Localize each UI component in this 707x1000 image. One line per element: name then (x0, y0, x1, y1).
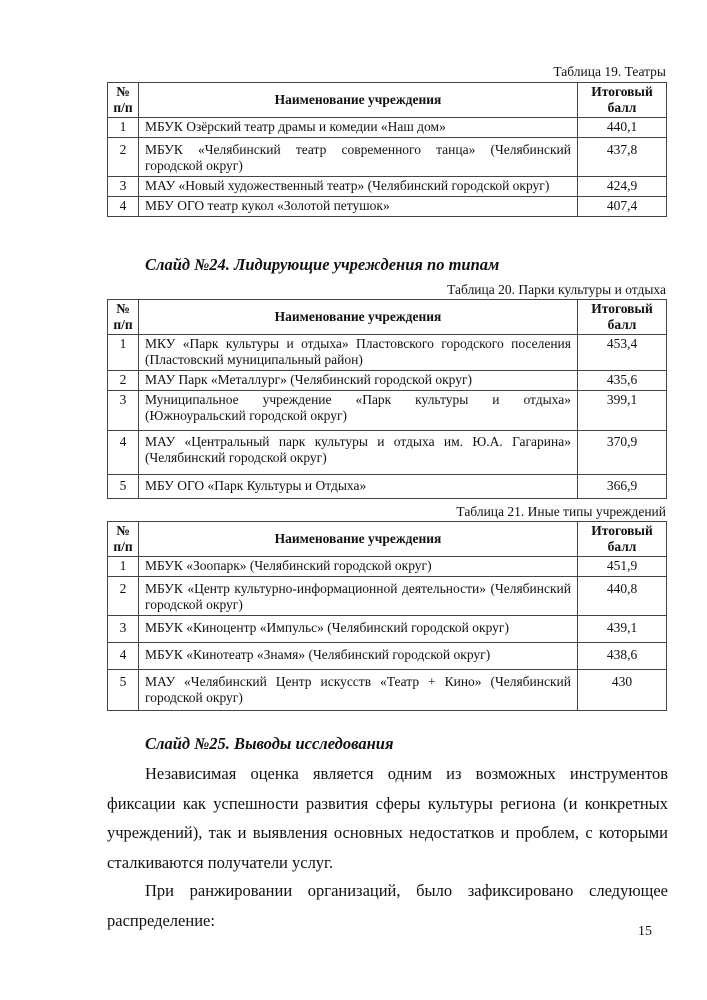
table-20-parks (107, 299, 667, 499)
row-score: 440,1 (578, 118, 667, 138)
row-score: 370,9 (578, 431, 667, 475)
row-num: 2 (108, 577, 139, 616)
column-header-name: Наименование учреждения (139, 300, 578, 335)
column-header-score: Итоговый балл (578, 83, 667, 118)
table-header-row (108, 522, 667, 557)
row-score: 440,8 (578, 577, 667, 616)
row-num: 5 (108, 475, 139, 499)
slide-25-heading: Слайд №25. Выводы исследования (145, 734, 394, 753)
row-score: 407,4 (578, 197, 667, 217)
row-score: 439,1 (578, 616, 667, 643)
table-19-caption: Таблица 19. Театры (553, 64, 666, 79)
row-score: 438,6 (578, 643, 667, 670)
row-num: 3 (108, 391, 139, 431)
row-name: МАУ «Новый художественный театр» (Челябинский городской округ) (139, 177, 578, 197)
row-score: 430 (578, 670, 667, 711)
column-header-num: № п/п (108, 83, 139, 118)
row-num: 3 (108, 616, 139, 643)
row-score: 424,9 (578, 177, 667, 197)
column-header-name: Наименование учреждения (139, 522, 578, 557)
row-score: 437,8 (578, 138, 667, 177)
table-row (108, 138, 667, 177)
row-name: МАУ «Челябинский Центр искусств «Театр + Кино» (Челябинский городской округ) (139, 670, 578, 711)
row-num: 4 (108, 197, 139, 217)
row-num: 1 (108, 557, 139, 577)
row-score: 451,9 (578, 557, 667, 577)
column-header-name: Наименование учреждения (139, 83, 578, 118)
conclusion-paragraph-2: При ранжировании организаций, было зафиксировано следующее распределение: (107, 881, 668, 930)
row-name: МБУК «Киноцентр «Импульс» (Челябинский городской округ) (139, 616, 578, 643)
table-21-other-types (107, 521, 667, 711)
row-name: Муниципальное учреждение «Парк культуры и отдыха» (Южноуральский городской округ) (139, 391, 578, 431)
row-score: 366,9 (578, 475, 667, 499)
table-21-caption: Таблица 21. Иные типы учреждений (456, 504, 666, 519)
row-name: МКУ «Парк культуры и отдыха» Пластовского городского поселения (Пластовский муниципальный район) (139, 335, 578, 371)
row-name: МБУК «Челябинский театр современного танца» (Челябинский городской округ) (139, 138, 578, 177)
row-name: МБУК «Зоопарк» (Челябинский городской округ) (139, 557, 578, 577)
table-header-row (108, 83, 667, 118)
row-name: МБУ ОГО «Парк Культуры и Отдыха» (139, 475, 578, 499)
row-name: МБУК «Центр культурно-информационной деятельности» (Челябинский городской округ) (139, 577, 578, 616)
row-score: 399,1 (578, 391, 667, 431)
row-name: МБУ ОГО театр кукол «Золотой петушок» (139, 197, 578, 217)
row-num: 1 (108, 335, 139, 371)
table-row (108, 118, 667, 138)
row-score: 453,4 (578, 335, 667, 371)
row-name: МАУ «Центральный парк культуры и отдыха им. Ю.А. Гагарина» (Челябинский городской округ) (139, 431, 578, 475)
row-name: МБУК «Кинотеатр «Знамя» (Челябинский городской округ) (139, 643, 578, 670)
page-number: 15 (638, 924, 652, 939)
row-num: 2 (108, 138, 139, 177)
column-header-score: Итоговый балл (578, 522, 667, 557)
table-row (108, 371, 667, 391)
conclusion-paragraph-1: Независимая оценка является одним из возможных инструментов фиксации как успешности развития сферы культуры региона (и конкретных учреждений), так и выявления основных недостатков и проблем, с которыми сталкиваются получатели услуг. (107, 764, 668, 872)
table-row (108, 670, 667, 711)
table-row (108, 616, 667, 643)
row-num: 4 (108, 431, 139, 475)
table-19-theatres (107, 82, 667, 217)
table-row (108, 335, 667, 371)
row-num: 3 (108, 177, 139, 197)
row-num: 1 (108, 118, 139, 138)
table-row (108, 391, 667, 431)
row-score: 435,6 (578, 371, 667, 391)
column-header-num: № п/п (108, 300, 139, 335)
table-20-caption: Таблица 20. Парки культуры и отдыха (447, 282, 666, 297)
row-name: МБУК Озёрский театр драмы и комедии «Наш дом» (139, 118, 578, 138)
row-num: 2 (108, 371, 139, 391)
table-row (108, 431, 667, 475)
column-header-score: Итоговый балл (578, 300, 667, 335)
table-row (108, 475, 667, 499)
table-row (108, 177, 667, 197)
table-row (108, 577, 667, 616)
row-num: 5 (108, 670, 139, 711)
table-row (108, 557, 667, 577)
slide-24-heading: Слайд №24. Лидирующие учреждения по типам (145, 255, 500, 274)
table-row (108, 643, 667, 670)
row-num: 4 (108, 643, 139, 670)
column-header-num: № п/п (108, 522, 139, 557)
table-row (108, 197, 667, 217)
row-name: МАУ Парк «Металлург» (Челябинский городской округ) (139, 371, 578, 391)
table-header-row (108, 300, 667, 335)
